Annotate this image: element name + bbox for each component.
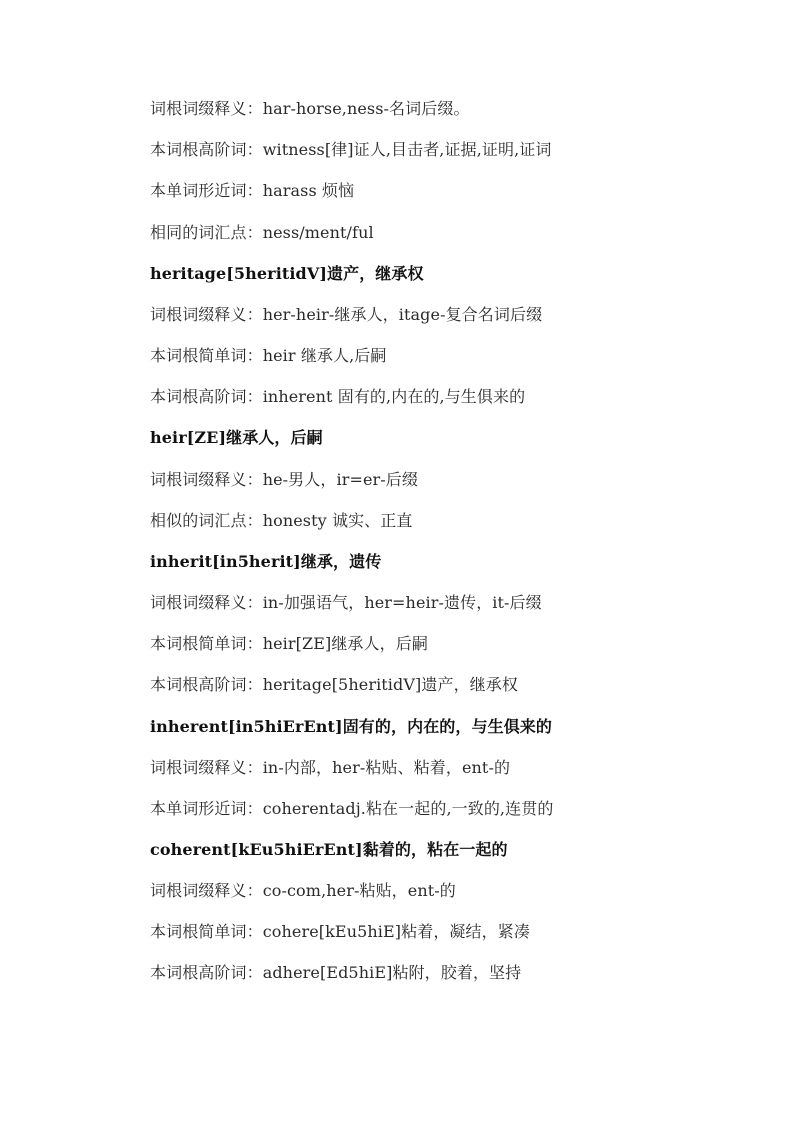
text-line: 本单词形近词：harass 烦恼 xyxy=(150,181,355,200)
entry-heading: heir[ZE]继承人，后嗣 xyxy=(150,428,323,447)
text-line: 本词根高阶词：adhere[Ed5hiE]粘附，胶着，坚持 xyxy=(150,963,522,982)
text-line: 本词根高阶词：witness[律]证人,目击者,证据,证明,证词 xyxy=(150,140,552,159)
text-line: 词根词缀释义：co-com,her-粘贴，ent-的 xyxy=(150,881,456,900)
text-line: 词根词缀释义：har-horse,ness-名词后缀。 xyxy=(150,99,470,118)
text-line: 词根词缀释义：he-男人，ir=er-后缀 xyxy=(150,470,418,489)
text-line: 词根词缀释义：her-heir-继承人，itage-复合名词后缀 xyxy=(150,305,543,324)
text-line: 本词根高阶词：inherent 固有的,内在的,与生俱来的 xyxy=(150,387,526,406)
text-line: 词根词缀释义：in-内部，her-粘贴、粘着，ent-的 xyxy=(150,758,511,777)
text-line: 相似的词汇点：honesty 诚实、正直 xyxy=(150,511,413,530)
text-line: 本词根简单词：cohere[kEu5hiE]粘着，凝结，紧凑 xyxy=(150,922,530,941)
entry-heading: heritage[5heritidV]遗产，继承权 xyxy=(150,264,424,283)
text-line: 相同的词汇点：ness/ment/ful xyxy=(150,223,374,242)
text-line: 本词根简单词：heir[ZE]继承人，后嗣 xyxy=(150,634,428,653)
text-line: 词根词缀释义：in-加强语气，her=heir-遗传，it-后缀 xyxy=(150,593,542,612)
entry-heading: coherent[kEu5hiErEnt]黏着的，粘在一起的 xyxy=(150,840,508,859)
text-line: 本词根高阶词：heritage[5heritidV]遗产，继承权 xyxy=(150,675,518,694)
text-line: 本单词形近词：coherentadj.粘在一起的,一致的,连贯的 xyxy=(150,799,554,818)
entry-heading: inherent[in5hiErEnt]固有的，内在的，与生俱来的 xyxy=(150,717,552,736)
entry-heading: inherit[in5herit]继承，遗传 xyxy=(150,552,382,571)
text-line: 本词根简单词：heir 继承人,后嗣 xyxy=(150,346,387,365)
